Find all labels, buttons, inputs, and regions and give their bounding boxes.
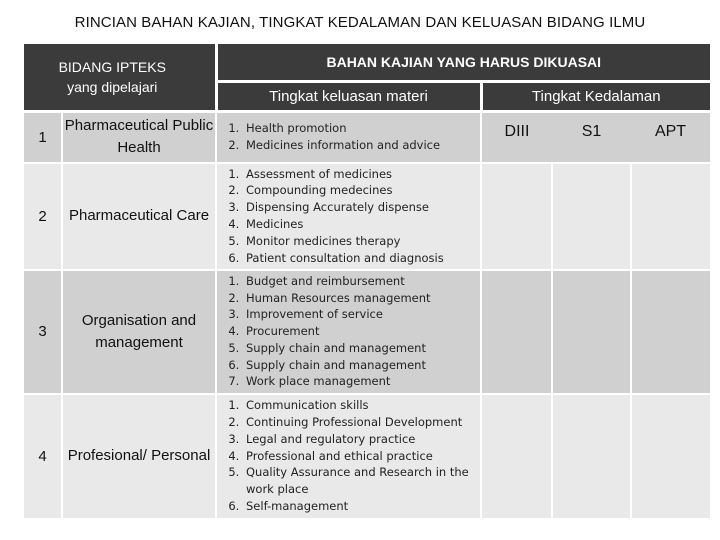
level-empty-cell <box>631 270 710 394</box>
list-item: 2. Continuing Professional Development <box>243 414 480 431</box>
topic-list <box>221 397 480 515</box>
table-row <box>24 270 710 394</box>
page-title: RINCIAN BAHAN KAJIAN, TINGKAT KEDALAMAN DAN KELUASAN BIDANG ILMU <box>74 14 646 31</box>
header-breadth: Tingkat keluasan materi <box>216 82 481 112</box>
list-item: 1. Health promotion <box>243 120 480 137</box>
field-name: Organisation and management <box>62 270 216 394</box>
table-row <box>24 394 710 518</box>
list-item: 3. Improvement of service <box>243 306 480 323</box>
level-diii: DIII <box>481 112 552 163</box>
row-number: 1 <box>24 112 62 163</box>
list-item: 5. Monitor medicines therapy <box>243 233 480 250</box>
topic-list <box>221 166 480 267</box>
list-item: 5. Supply chain and management <box>243 340 480 357</box>
row-number: 2 <box>24 163 62 270</box>
table-row <box>24 112 710 163</box>
level-empty-cell <box>631 394 710 518</box>
study-material-table <box>24 44 710 518</box>
header-field-text: BIDANG IPTEKS yang dipelajari <box>58 59 166 95</box>
list-item: 1. Assessment of medicines <box>243 166 480 183</box>
topic-list-cell <box>216 163 481 270</box>
field-name: Pharmaceutical Public Health <box>62 112 216 163</box>
topic-list <box>221 273 480 391</box>
row-number: 3 <box>24 270 62 394</box>
header-depth: Tingkat Kedalaman <box>481 82 710 112</box>
topic-list-cell <box>216 270 481 394</box>
list-item: 2. Medicines information and advice <box>243 137 480 154</box>
list-item: 1. Communication skills <box>243 397 480 414</box>
topic-list-cell <box>216 394 481 518</box>
level-empty-cell <box>481 163 552 270</box>
list-item: 6. Supply chain and management <box>243 357 480 374</box>
list-item: 3. Legal and regulatory practice <box>243 431 480 448</box>
list-item: 6. Self-management <box>243 498 480 515</box>
header-row-1 <box>24 44 710 82</box>
list-item: 4. Medicines <box>243 216 480 233</box>
topic-list <box>221 120 480 154</box>
header-materials: BAHAN KAJIAN YANG HARUS DIKUASAI <box>216 44 710 82</box>
level-empty-cell <box>552 394 631 518</box>
list-item: 4. Professional and ethical practice <box>243 448 480 465</box>
list-item: 3. Dispensing Accurately dispense <box>243 199 480 216</box>
list-item: 1. Budget and reimbursement <box>243 273 480 290</box>
list-item: 4. Procurement <box>243 323 480 340</box>
level-apt: APT <box>631 112 710 163</box>
field-name: Pharmaceutical Care <box>62 163 216 270</box>
list-item: 6. Patient consultation and diagnosis <box>243 250 480 267</box>
list-item: 2. Human Resources management <box>243 290 480 307</box>
level-empty-cell <box>552 163 631 270</box>
header-field-label <box>24 57 215 97</box>
field-name: Profesional/ Personal <box>62 394 216 518</box>
table-row <box>24 163 710 270</box>
list-item: 2. Compounding medecines <box>243 182 480 199</box>
level-empty-cell <box>552 270 631 394</box>
list-item: 5. Quality Assurance and Research in the work place <box>243 464 480 498</box>
header-field-cell <box>24 44 216 112</box>
level-s1: S1 <box>552 112 631 163</box>
list-item: 7. Work place management <box>243 373 480 390</box>
row-number: 4 <box>24 394 62 518</box>
level-empty-cell <box>481 270 552 394</box>
topic-list-cell <box>216 112 481 163</box>
level-empty-cell <box>631 163 710 270</box>
level-empty-cell <box>481 394 552 518</box>
